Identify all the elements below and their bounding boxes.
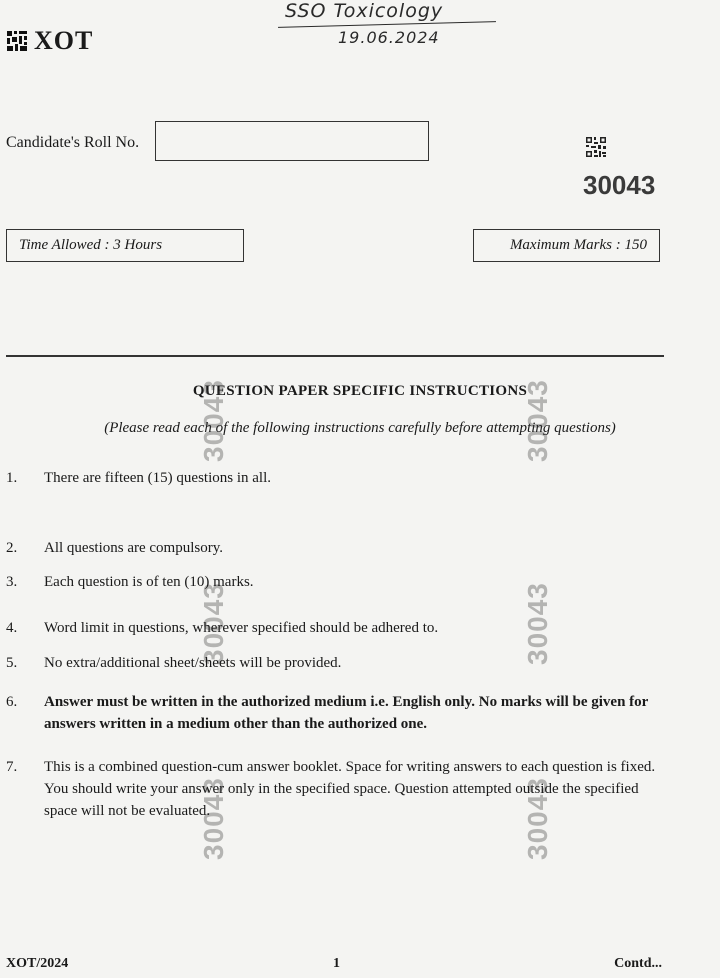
instruction-number: 5. (6, 655, 18, 671)
instructions-heading: QUESTION PAPER SPECIFIC INSTRUCTIONS (192, 383, 528, 399)
instruction-item (6, 692, 660, 736)
instructions-subheading: (Please read each of the following instructions carefully before attempting questions) (104, 420, 616, 436)
time-allowed-text: Time Allowed : 3 Hours (19, 237, 163, 253)
watermark-code: 30043 (522, 777, 553, 860)
instruction-number: 7. (6, 759, 18, 775)
paper-series-code: XOT (34, 26, 94, 55)
qr-code-icon (585, 136, 607, 158)
instruction-number: 4. (6, 620, 18, 636)
instruction-text: All questions are compulsory. (44, 540, 223, 556)
instruction-text: Answer must be written in the authorized medium i.e. English only. No marks will be given for answers written in a medium other than the authorized one. (44, 694, 649, 732)
instruction-number: 3. (6, 574, 18, 590)
instruction-text: Word limit in questions, wherever specified should be adhered to. (44, 620, 439, 636)
watermark-code: 30043 (522, 582, 553, 665)
roll-number-box[interactable] (155, 121, 429, 161)
section-divider (6, 355, 664, 357)
instruction-item (6, 468, 660, 490)
instruction-item (6, 618, 660, 640)
footer-paper-code: XOT/2024 (6, 956, 69, 971)
handwritten-title: SSO Toxicology (285, 0, 444, 22)
maximum-marks-text: Maximum Marks : 150 (509, 237, 647, 253)
instruction-text: Each question is of ten (10) marks. (44, 574, 254, 590)
handwritten-underline (278, 21, 496, 28)
instruction-number: 2. (6, 540, 18, 556)
page-number: 1 (333, 956, 340, 971)
watermark-code: 30043 (198, 582, 229, 665)
time-allowed-box (6, 229, 244, 262)
instruction-text: This is a combined question-cum answer booklet. Space for writing answers to each question is fixed. You should write your answer only in the specified space. Question attempted outside the specified space will not be evaluated. (44, 759, 656, 819)
maximum-marks-box (473, 229, 660, 262)
watermark-code: 30043 (198, 379, 229, 462)
logo (6, 26, 93, 56)
instruction-item (6, 757, 660, 822)
instruction-text: There are fifteen (15) questions in all. (44, 470, 271, 486)
handwritten-date: 19.06.2024 (338, 28, 440, 47)
paper-code: 30043 (583, 170, 656, 200)
continued-label: Contd... (614, 956, 662, 971)
watermark-code: 30043 (198, 777, 229, 860)
instruction-item (6, 538, 660, 560)
instruction-text: No extra/additional sheet/sheets will be provided. (44, 655, 342, 671)
roll-number-label: Candidate's Roll No. (6, 134, 140, 151)
watermark-code: 30043 (522, 379, 553, 462)
barcode-logo-icon (6, 30, 28, 52)
instruction-item (6, 572, 660, 594)
instruction-number: 1. (6, 470, 18, 486)
instruction-number: 6. (6, 694, 18, 710)
instruction-item (6, 653, 660, 675)
